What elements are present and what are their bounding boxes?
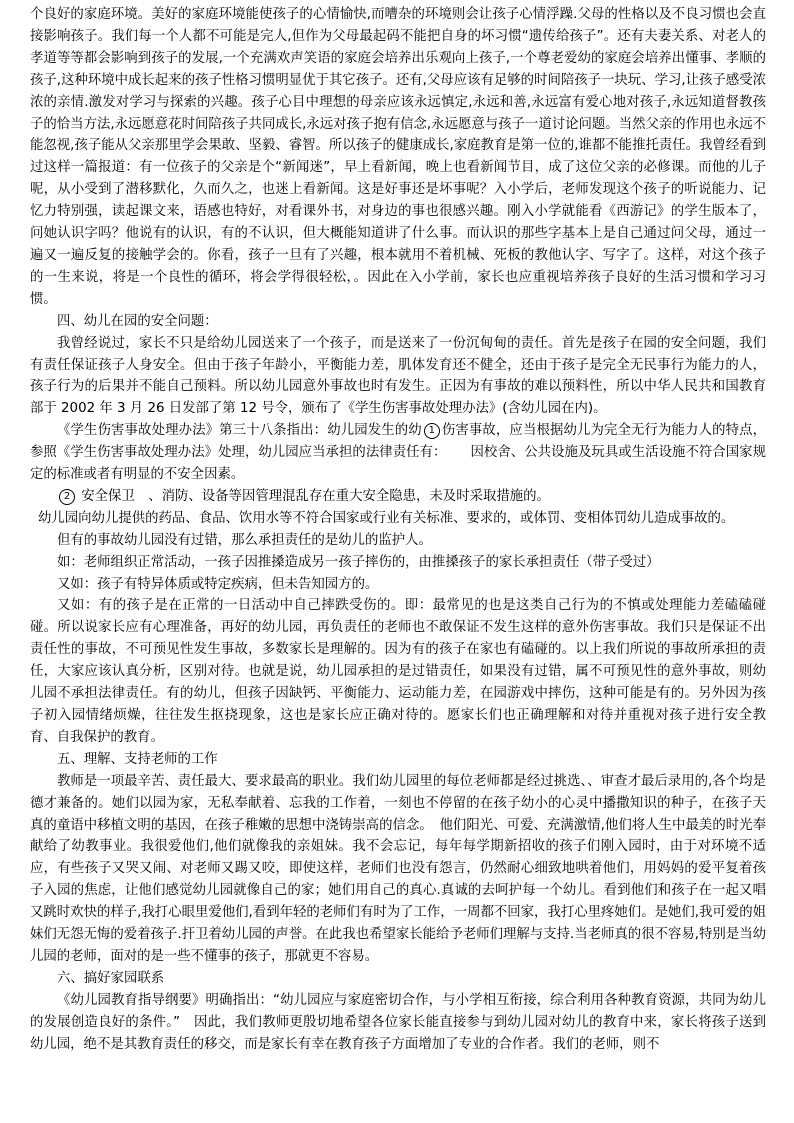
circled-number-two: 2 (59, 489, 75, 505)
paragraph-no-fault: 但有的事故幼儿园没有过错，那么承担责任的是幼儿的监护人。 (57, 532, 432, 548)
paragraph-example-fall: 又如：有的孩子是在正常的一日活动中自己摔跌受伤的。即：最常见的也是这类自己行为的不慎或处理能力差磕磕碰碰。所以说家长应有心理准备，再好的幼儿园，再负责任的老师也不敢保证不发生这样的意外伤害事故。我们只是保证不出责任性的事故，不可预见性发生事故，多数家长是理解的。因为有的孩子在家也有磕碰的。以上我们所说的事故所承担的责任，大家应该认真分析，区别对待。也就是说，幼儿园承担的是过错责任，如果没有过错，属不可预见性的意外事故，则幼儿园不承担法律责任。有的幼儿，但孩子因缺钙、平衡能力、运动能力差，在园游戏中摔伤，这种可能是有的。另外因为孩子初入园情绪烦燥，往往发生抠挠现象，这也是家长应正确对待的。愿家长们也正确理解和对待并重视对孩子进行安全教育、自我保护的教育。 (30, 598, 766, 745)
section-heading-teachers: 五、理解、支持老师的工作 (57, 751, 218, 767)
paragraph-example-illness: 又如：孩子有特异体质或特定疾病，但未告知园方的。 (57, 576, 379, 592)
paragraph-guidelines: 《幼儿园教育指导纲要》明确指出：“幼儿园应与家庭密切合作，与小学相互衔接，综合利用各种教育资源，共同为幼儿的发展创造良好的条件。” 因此，我们教师更殷切地希望各位家长能直接参与到幼儿园对幼儿的教育中来，家长将孩子送到幼儿园，绝不是其教育责任的移交，而是家长有幸在教育孩子方面增加了专业的合作者。我们的老师，则不 (30, 992, 766, 1052)
document-page (30, 4, 766, 1056)
legal-liability-text-end: 因校舍、公共设施及玩具或生活设施不符合国家规定的标准或者有明显的不安全因素。 (30, 445, 766, 483)
paragraph-security-item (30, 486, 766, 508)
paragraph-teachers: 教师是一项最辛苦、责任最大、要求最高的职业。我们幼儿园里的每位老师都是经过挑选、、审查才最后录用的,各个均是德才兼备的。她们以园为家，无私奉献着、忘我的工作着，一刻也不停留的在孩子幼小的心灵中播撒知识的种子，在孩子天真的童语中移植文明的基因，在孩子稚嫩的思想中浇铸崇高的信念。 他们阳光、可爱、充满激情,他们将人生中最美的时光奉献给了幼教事业。我很爱他们,他们就像我的亲姐妹。我不会忘记，每年每学期新招收的孩子们刚入园时，由于对环境不适应，有些孩子又哭又闹、对老师又踢又咬，即使这样，老师们也没有怨言，仍然耐心细致地哄着他们，用妈妈的爱平复着孩子入园的焦虑，让他们感觉幼儿园就像自己的家；她们用自己的真心.真诚的去呵护每一个幼儿。看到他们和孩子在一起又唱又跳时欢快的样子,我打心眼里爱他们,看到年轻的老师们有时为了工作，一周都不回家，我打心里疼她们。是她们,我可爱的姐妹们无怨无悔的爱着孩子.扞卫着幼儿园的声誉。在此我也希望家长能给予老师们理解与支持.当老师真的很不容易,特别是当幼儿园的老师，面对的是一些不懂事的孩子，那就更不容易。 (30, 773, 766, 964)
legal-liability-text-middle: 伤害事故，应当根据幼儿为完全无行为能力人的特点，参照《学生伤害事故处理办法》处理，幼儿园应当承担的法律责任有： (30, 423, 766, 461)
section-heading-safety: 四、幼儿在园的安全问题： (57, 313, 218, 329)
circled-number-one: 1 (424, 423, 440, 439)
legal-liability-text-start: 《学生伤害事故处理办法》第三十八条指出：幼儿园发生的幼 (57, 423, 422, 439)
security-item-text: 安全保卫 、消防、设备等因管理混乱存在重大安全隐患，未及时采取措施的。 (81, 488, 550, 504)
paragraph-food-medicine: 幼儿园向幼儿提供的药品、食品、饮用水等不符合国家或行业有关标准、要求的，或体罚、变相体罚幼儿造成事故的。 (38, 510, 735, 526)
paragraph-example-push: 如：老师组织正常活动，一孩子因推搡造成另一孩子摔伤的，由推搡孩子的家长承担责任（带子受过） (57, 554, 660, 570)
paragraph-family-environment: 个良好的家庭环境。美好的家庭环境能使孩子的心情愉快,而嘈杂的环境则会让孩子心情浮躁.父母的性格以及不良习惯也会直接影响孩子。我们每一个人都不可能是完人,但作为父母最起码不能把自身的坏习惯“遗传给孩子”。还有夫妻关系、对老人的孝道等等都会影响到孩子的发展,一个充满欢声笑语的家庭会培养出乐观向上孩子,一个尊老爱幼的家庭会培养出懂事、孝顺的孩子,这种环境中成长起来的孩子性格习惯明显优于其它孩子。还有,父母应该有足够的时间陪孩子一块玩、学习,让孩子感受浓浓的亲情.激发对学习与探索的兴趣。孩子心目中理想的母亲应该永远慎定,永远和善,永远富有爱心地对孩子,永远知道督教孩子的恰当方法,永远愿意花时间陪孩子共同成长,永远对孩子抱有信念,永远愿意与孩子一道讨论问题。当然父亲的作用也永远不能忽视,孩子能从父亲那里学会果敢、坚毅、睿智。所以孩子的健康成长,家庭教育是第一位的,谁都不能推托责任。我曾经看到过这样一篇报道：有一位孩子的父亲是个“新闻迷”，早上看新闻，晚上也看新闻节目，成了这位父亲的必修课。而他的儿子呢，从小受到了潜移默化，久而久之，也迷上看新闻。这是好事还是坏事呢？入小学后，老师发现这个孩子的听说能力、记忆力特别强，读起课文来，语感也特好，对看课外书，对身边的事也很感兴趣。刚入小学就能看《西游记》的学生版本了，问她认识字吗？他说有的认识，有的不认识，但大概能知道讲了什么事。而认识的那些字基本上是自己通过问父母，通过一遍又一遍反复的接触学会的。你看，孩子一旦有了兴趣，根本就用不着机械、死板的教他认字、写字了。这样，对这个孩子的一生来说，将是一个良性的循环，将会学得很轻松，。因此在入小学前，家长也应重视培养孩子良好的生活习惯和学习习惯。 (30, 7, 766, 307)
paragraph-safety-responsibility: 我曾经说过，家长不只是给幼儿园送来了一个孩子，而是送来了一份沉甸甸的责任。首先是孩子在园的安全问题，我们有责任保证孩子人身安全。但由于孩子年龄小，平衡能力差，肌体发育还不健全，还由于孩子是完全无民事行为能力的人，孩子行为的后果并不能自己预料。所以幼儿园意外事故也时有发生。正因为有事故的难以预料性，所以中华人民共和国教育部于 2002 年 3 月 26 日发部了第 12 号令，颁布了《学生伤害事故处理办法》(含幼儿园在内)。 (30, 335, 766, 417)
paragraph-legal-liability (30, 420, 766, 486)
section-heading-contact: 六、搞好家园联系 (57, 970, 165, 986)
